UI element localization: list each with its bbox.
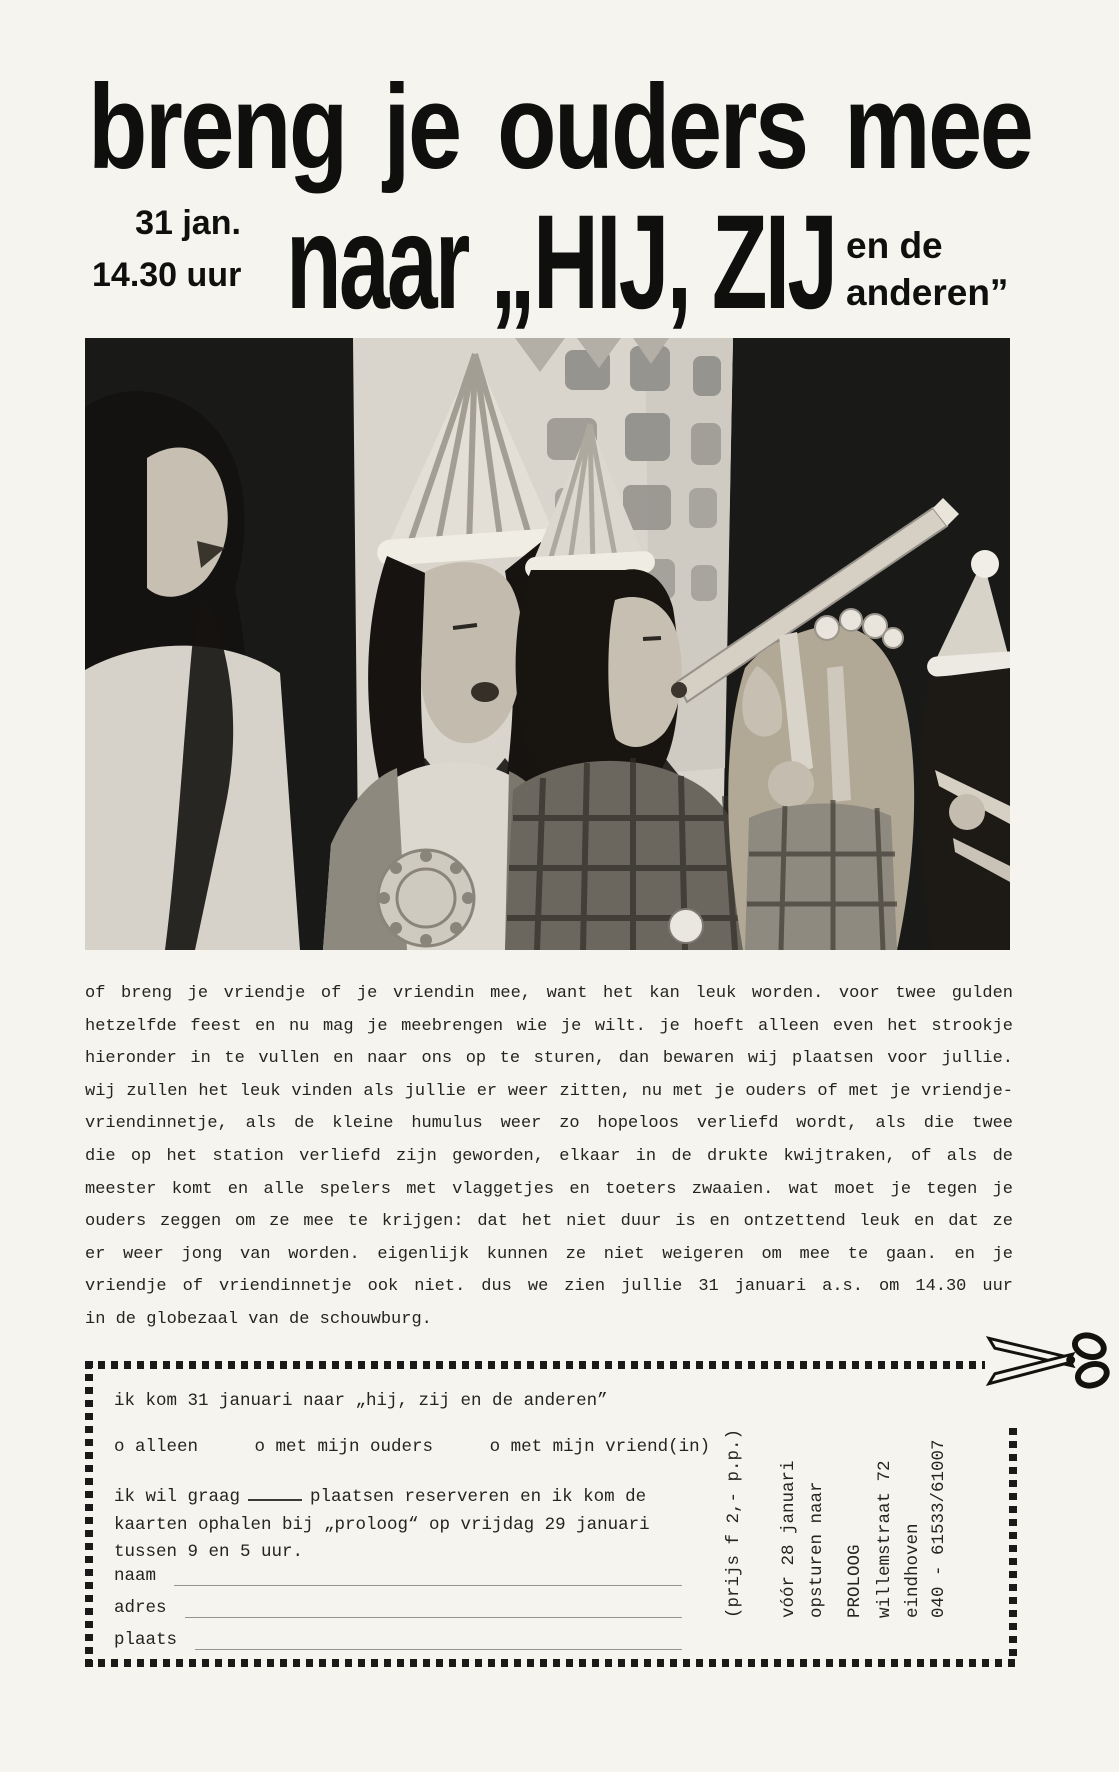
field-row-adres xyxy=(114,1598,682,1618)
body-line: vriendinnetje, als de kleine humulus weer zo hopeloos verliefd wordt, als die twee xyxy=(85,1114,1013,1134)
option-alone: o alleen xyxy=(114,1437,199,1457)
attendance-options xyxy=(114,1437,710,1457)
show-title-suffix-line2: anderen” xyxy=(846,272,1009,313)
field-label: naam xyxy=(114,1566,157,1586)
coupon-border-right xyxy=(1009,1428,1017,1659)
option-with-friend: o met mijn vriend(in) xyxy=(489,1437,711,1457)
body-line: of breng je vriendje of je vriendin mee, want het kan leuk worden. voor twee gulden xyxy=(85,984,1013,1003)
coupon-border-top xyxy=(85,1361,985,1369)
reservation-line3: tussen 9 en 5 uur. xyxy=(114,1542,304,1562)
body-line: wij zullen het leuk vinden als jullie er weer zitten, nu met je ouders of met je vriendje- xyxy=(85,1081,1013,1101)
field-row-plaats xyxy=(114,1630,682,1650)
reservation-line1-after: plaatsen reserveren en ik kom de xyxy=(310,1487,647,1507)
note-org-city: eindhoven xyxy=(903,1523,923,1618)
scissors-icon xyxy=(985,1324,1113,1398)
body-line: hieronder in te vullen en naar ons op te sturen, dan bewaren wij plaatsen voor jullie. xyxy=(85,1049,1013,1069)
body-line: meester komt en alle spelers met vlaggetjes en toeters zwaaien. wat moet je tegen je xyxy=(85,1179,1013,1199)
coupon-intro: ik kom 31 januari naar „hij, zij en de anderen” xyxy=(114,1391,608,1411)
reservation-text xyxy=(114,1484,650,1567)
body-line: er weer jong van worden. eigenlijk kunnen ze niet weigeren om mee te gaan. en je xyxy=(85,1244,1013,1264)
headline: breng je ouders mee xyxy=(88,60,1032,194)
body-line: ouders zeggen om ze mee te krijgen: dat het niet duur is en ontzettend leuk en dat ze xyxy=(85,1212,1013,1232)
reservation-line1 xyxy=(114,1484,650,1512)
field-row-naam xyxy=(114,1566,682,1586)
field-line xyxy=(185,1599,682,1618)
body-line: hetzelfde feest en nu mag je meebrengen wie je wilt. je hoeft alleen even het strookje xyxy=(85,1016,1013,1036)
field-line xyxy=(195,1631,682,1650)
field-label: adres xyxy=(114,1598,167,1618)
show-title: naar „HIJ, ZIJ xyxy=(286,188,836,337)
date-line2: 14.30 uur xyxy=(92,256,242,294)
coupon-fields xyxy=(114,1566,682,1662)
body-line: vriendje of vriendinnetje ook niet. dus we zien jullie 31 januari a.s. om 14.30 uur xyxy=(85,1277,1013,1297)
field-line xyxy=(174,1567,682,1586)
reservation-blank xyxy=(248,1486,302,1501)
date-badge xyxy=(92,206,284,292)
body-line: die op het station verliefd zijn geworden, elkaar in de drukte kwijtraken, of als de xyxy=(85,1146,1013,1166)
note-org-name: PROLOOG xyxy=(845,1544,865,1618)
note-deadline: vóór 28 januari xyxy=(779,1460,799,1618)
date-line1: 31 jan. xyxy=(135,204,241,242)
note-send-to: opsturen naar xyxy=(807,1481,827,1618)
event-photo xyxy=(85,338,1010,950)
field-label: plaats xyxy=(114,1630,178,1650)
note-org-phone: 040 - 61533/61007 xyxy=(929,1439,949,1618)
intro-paragraph xyxy=(85,978,1013,1337)
show-title-suffix xyxy=(846,222,1008,316)
option-with-parents: o met mijn ouders xyxy=(254,1437,434,1457)
event-photo-art xyxy=(85,338,1010,950)
note-price: (prijs f 2,- p.p.) xyxy=(724,1428,744,1618)
coupon-border-left xyxy=(85,1361,93,1667)
note-org-street: willemstraat 72 xyxy=(875,1460,895,1618)
show-title-suffix-line1: en de xyxy=(846,225,943,266)
reservation-line2: kaarten ophalen bij „proloog“ op vrijdag 29 januari xyxy=(114,1514,650,1535)
body-line: in de globezaal van de schouwburg. xyxy=(85,1309,432,1329)
reservation-line1-before: ik wil graag xyxy=(114,1487,241,1507)
